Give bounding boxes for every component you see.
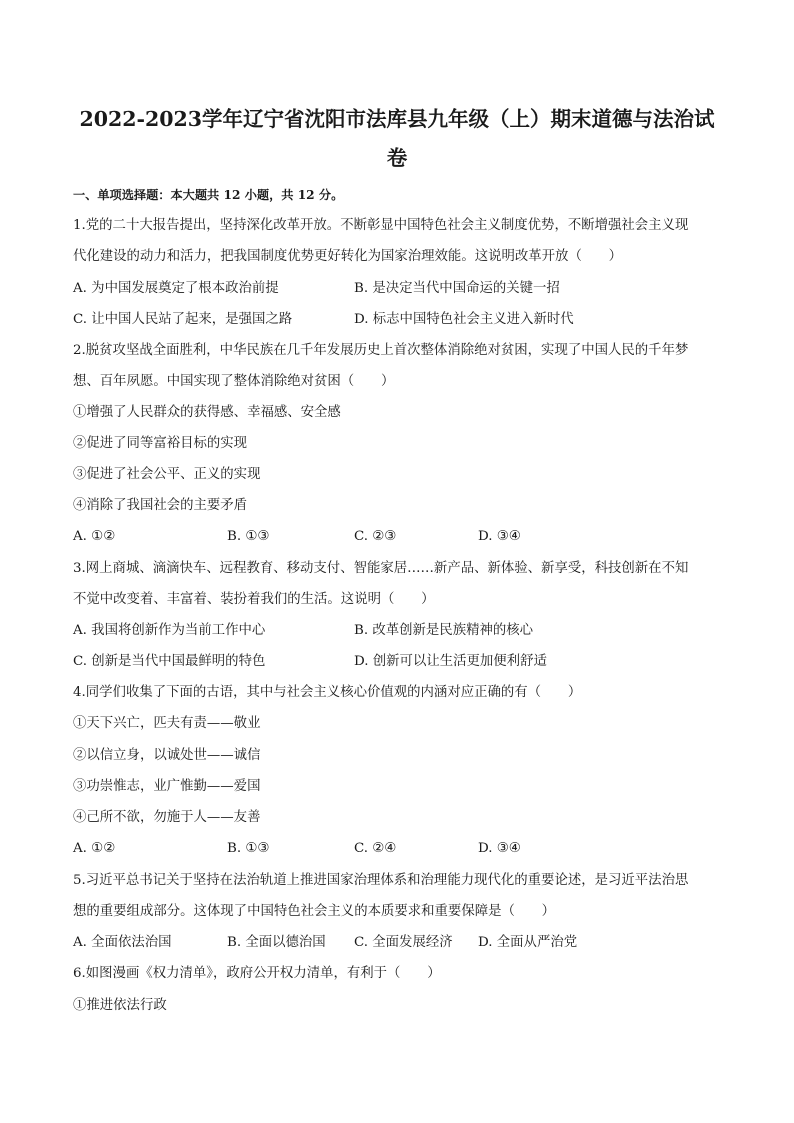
q5-option-b: B. 全面以德治国 xyxy=(227,935,326,950)
q4-statement-1: ①天下兴亡，匹夫有责——敬业 xyxy=(73,716,261,731)
q1-option-d: D. 标志中国特色社会主义进入新时代 xyxy=(354,312,574,327)
section-heading: 一、单项选择题：本大题共 12 小题，共 12 分。 xyxy=(73,188,344,202)
q2-stem-line2: 想、百年夙愿。中国实现了整体消除绝对贫困（ ） xyxy=(73,374,395,389)
q3-stem-line1: 3.网上商城、滴滴快车、远程教育、移动支付、智能家居……新产品、新体验、新享受，科技创新在不知 xyxy=(73,561,689,576)
q6-stem-line1: 6.如图漫画《权力清单》，政府公开权力清单，有利于（ ） xyxy=(73,966,441,981)
q1-option-a: A. 为中国发展奠定了根本政治前提 xyxy=(73,281,279,296)
q1-option-c: C. 让中国人民站了起来，是强国之路 xyxy=(73,312,293,327)
q3-stem-line2: 不觉中改变着、丰富着、装扮着我们的生活。这说明（ ） xyxy=(73,592,435,607)
q5-option-d: D. 全面从严治党 xyxy=(478,935,578,950)
q1-stem-line1: 1.党的二十大报告提出，坚持深化改革开放。不断彰显中国特色社会主义制度优势，不断增强社会主义现 xyxy=(73,218,689,233)
q2-option-a: A. ①② xyxy=(73,529,116,544)
q3-option-d: D. 创新可以让生活更加便利舒适 xyxy=(354,654,547,669)
q1-option-b: B. 是决定当代中国命运的关键一招 xyxy=(354,281,560,296)
q2-statement-2: ②促进了同等富裕目标的实现 xyxy=(73,436,248,451)
q2-statement-1: ①增强了人民群众的获得感、幸福感、安全感 xyxy=(73,405,341,420)
q4-option-b: B. ①③ xyxy=(227,841,270,856)
q5-option-c: C. 全面发展经济 xyxy=(354,935,453,950)
q3-option-a: A. 我国将创新作为当前工作中心 xyxy=(73,623,266,638)
q4-statement-4: ④己所不欲，勿施于人——友善 xyxy=(73,810,261,825)
q3-option-c: C. 创新是当代中国最鲜明的特色 xyxy=(73,654,266,669)
q3-option-b: B. 改革创新是民族精神的核心 xyxy=(354,623,534,638)
q5-stem-line1: 5.习近平总书记关于坚持在法治轨道上推进国家治理体系和治理能力现代化的重要论述，是习近平法治思 xyxy=(73,873,689,888)
q1-stem-line2: 代化建设的动力和活力，把我国制度优势更好转化为国家治理效能。这说明改革开放（ ） xyxy=(73,249,623,264)
q2-statement-4: ④消除了我国社会的主要矛盾 xyxy=(73,498,248,513)
q2-option-b: B. ①③ xyxy=(227,529,270,544)
q4-option-c: C. ②④ xyxy=(354,841,397,856)
q6-statement-1: ①推进依法行政 xyxy=(73,998,167,1013)
q4-statement-3: ③功崇惟志，业广惟勤——爱国 xyxy=(73,779,261,794)
q2-option-c: C. ②③ xyxy=(354,529,397,544)
q4-statement-2: ②以信立身，以诚处世——诚信 xyxy=(73,748,261,763)
exam-title-line2: 卷 xyxy=(386,146,408,170)
q2-stem-line1: 2.脱贫攻坚战全面胜利，中华民族在几千年发展历史上首次整体消除绝对贫困，实现了中国人民的千年梦 xyxy=(73,343,689,358)
q5-stem-line2: 想的重要组成部分。这体现了中国特色社会主义的本质要求和重要保障是（ ） xyxy=(73,904,556,919)
q4-option-a: A. ①② xyxy=(73,841,116,856)
q4-option-d: D. ③④ xyxy=(478,841,521,856)
q5-option-a: A. 全面依法治国 xyxy=(73,935,172,950)
q4-stem-line1: 4.同学们收集了下面的古语，其中与社会主义核心价值观的内涵对应正确的有（ ） xyxy=(73,685,582,700)
exam-title-line1: 2022-2023学年辽宁省沈阳市法库县九年级（上）期末道德与法治试 xyxy=(79,107,715,131)
q2-statement-3: ③促进了社会公平、正义的实现 xyxy=(73,467,261,482)
q2-option-d: D. ③④ xyxy=(478,529,521,544)
